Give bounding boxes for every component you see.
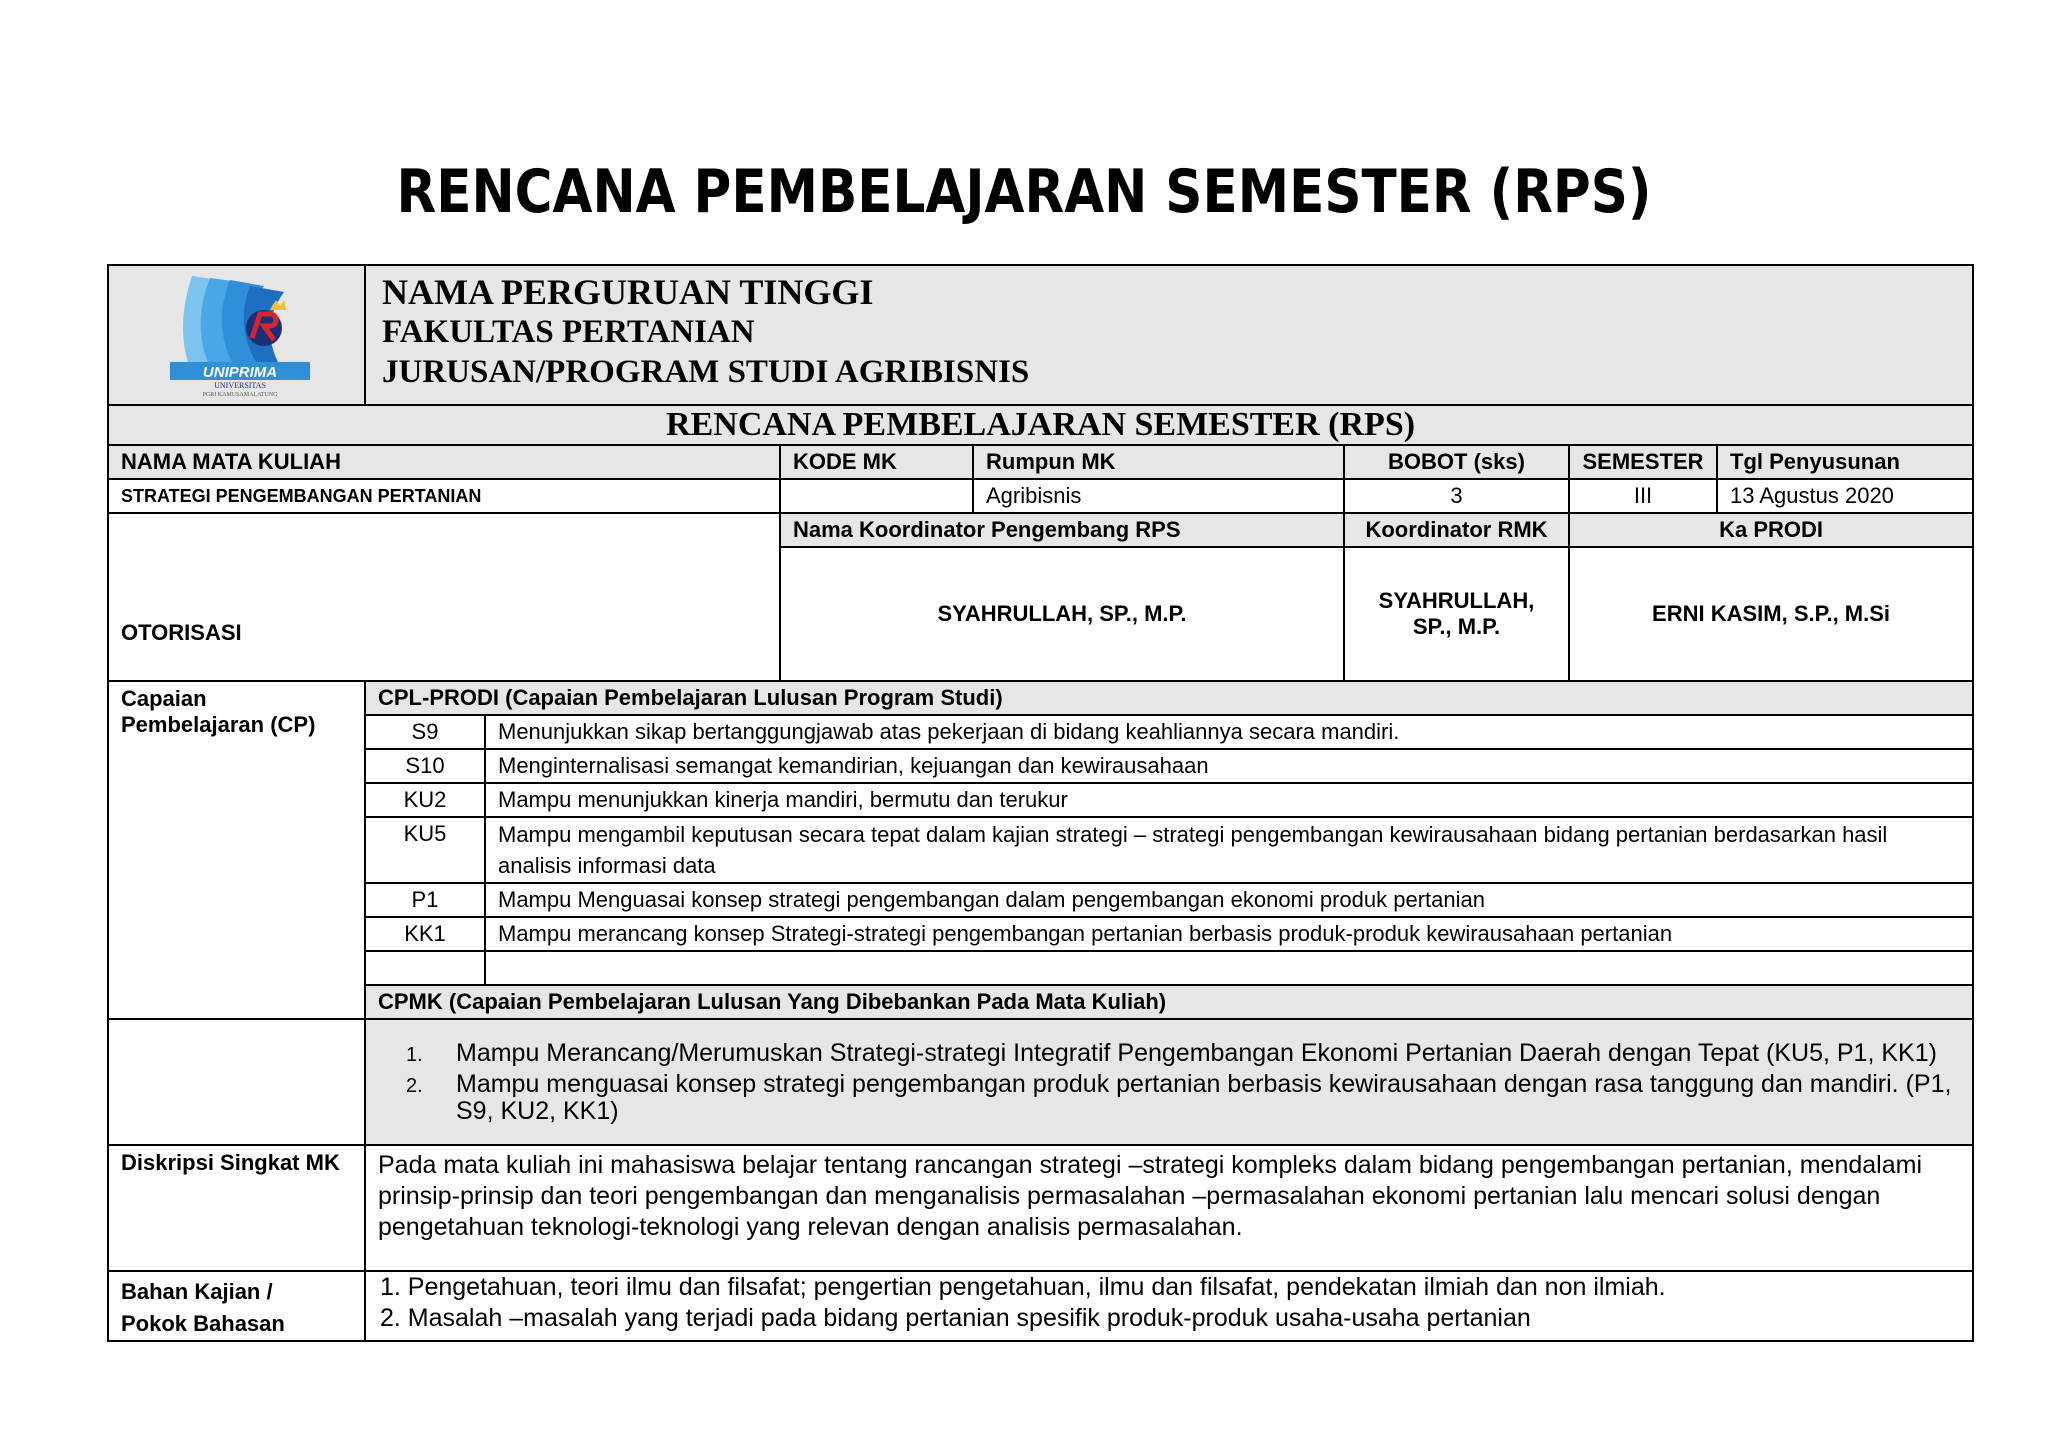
role-rmk-coordinator: Koordinator RMK [1344, 513, 1569, 547]
name-rps-coordinator: SYAHRULLAH, SP., M.P. [780, 547, 1344, 681]
rps-heading: RENCANA PEMBELAJARAN SEMESTER (RPS) [108, 405, 1973, 445]
cpmk-row [108, 1019, 1973, 1145]
cpmk-header-row [108, 985, 1973, 1019]
cpl-text: Menginternalisasi semangat kemandirian, kejuangan dan kewirausahaan [485, 749, 1973, 783]
cpl-row [108, 917, 1973, 951]
cpl-row [108, 783, 1973, 817]
course-header-row [108, 445, 1973, 479]
cpl-header: CPL-PRODI (Capaian Pembelajaran Lulusan Program Studi) [365, 681, 1973, 715]
faculty-name: FAKULTAS PERTANIAN [382, 314, 755, 350]
topic-item: 2. Masalah –masalah yang terjadi pada bidang pertanian spesifik produk-produk usaha-usaha pertanian [380, 1304, 1531, 1332]
cpmk-list [366, 1040, 1972, 1125]
course-values-row [108, 479, 1973, 513]
cp-label-line-1: Capaian [121, 686, 207, 711]
authorization-label: OTORISASI [108, 513, 780, 681]
cpl-text: Mampu merancang konsep Strategi-strategi pengembangan pertanian berbasis produk-produk kewirausahaan pertanian [485, 917, 1973, 951]
program-name: JURUSAN/PROGRAM STUDI AGRIBISNIS [382, 354, 1030, 390]
name-head-of-program: ERNI KASIM, S.P., M.Si [1569, 547, 1973, 681]
topics-cell [365, 1271, 1973, 1341]
logo-subtitle-2: PGRI KAMUSAMALATUNG [202, 392, 277, 398]
cpl-code: KU2 [365, 783, 485, 817]
cpl-row [108, 817, 1973, 883]
course-code-header: KODE MK [780, 445, 973, 479]
cpl-code: KK1 [365, 917, 485, 951]
logo-cell [108, 265, 365, 405]
name-rmk-coordinator: SYAHRULLAH, SP., M.P. [1344, 547, 1569, 681]
cpl-row [108, 749, 1973, 783]
course-cluster-header: Rumpun MK [973, 445, 1344, 479]
institution-cell [365, 265, 1973, 405]
cpl-text: Mampu Menguasai konsep strategi pengembangan dalam pengembangan ekonomi produk pertanian [485, 883, 1973, 917]
institution-name: NAMA PERGURUAN TINGGI [382, 272, 874, 312]
cpmk-header: CPMK (Capaian Pembelajaran Lulusan Yang Dibebankan Pada Mata Kuliah) [365, 985, 1973, 1019]
cpl-empty-row [108, 951, 1973, 985]
course-credits-header: BOBOT (sks) [1344, 445, 1569, 479]
institution-row [108, 265, 1973, 405]
cpmk-item-text: Mampu Merancang/Merumuskan Strategi-strategi Integratif Pengembangan Ekonomi Pertanian Daerah dengan Tepat (KU5, P1, KK1) [456, 1038, 1937, 1067]
course-code-value [780, 479, 973, 513]
description-text: Pada mata kuliah ini mahasiswa belajar tentang rancangan strategi –strategi kompleks dalam bidang pengembangan pertanian, mendalami prinsip-prinsip dan teori pengembangan dan menganalisis permasalahan –permasalahan ekonomi pertanian lalu mencari solusi dengan pengetahuan teknologi-teknologi yang relevan dengan analisis permasalahan. [365, 1145, 1973, 1271]
cpmk-item [406, 1038, 1972, 1067]
course-semester-value: III [1569, 479, 1717, 513]
course-credits-value: 3 [1344, 479, 1569, 513]
course-name-header: NAMA MATA KULIAH [108, 445, 780, 479]
cpl-text: Mampu mengambil keputusan secara tepat dalam kajian strategi – strategi pengembangan kewirausahaan bidang pertanian berdasarkan hasil analisis informasi data [485, 817, 1973, 883]
role-rps-coordinator: Nama Koordinator Pengembang RPS [780, 513, 1344, 547]
topic-item: 1. Pengetahuan, teori ilmu dan filsafat; pengertian pengetahuan, ilmu dan filsafat, pendekatan ilmiah dan non ilmiah. [380, 1273, 1666, 1301]
cpl-empty-text [485, 951, 1973, 985]
cpl-code: P1 [365, 883, 485, 917]
cp-label-line-2: Pembelajaran (CP) [121, 712, 316, 737]
cpmk-label-empty [108, 1019, 365, 1145]
cpmk-item [406, 1069, 1972, 1125]
cpl-empty-code [365, 951, 485, 985]
rps-table [107, 264, 1974, 1342]
course-cluster-value: Agribisnis [973, 479, 1344, 513]
topics-label [108, 1271, 365, 1341]
cp-label [108, 681, 365, 1019]
role-head-of-program: Ka PRODI [1569, 513, 1973, 547]
topics-label-line-1: Bahan Kajian / [121, 1279, 273, 1304]
cpl-text: Mampu menunjukkan kinerja mandiri, bermutu dan terukur [485, 783, 1973, 817]
cpmk-item-text: Mampu menguasai konsep strategi pengembangan produk pertanian berbasis kewirausahaan dengan rasa tanggung dan mandiri. (P1, S9, KU2, KK1) [456, 1069, 1952, 1125]
cpl-code: KU5 [365, 817, 485, 883]
cpl-header-row [108, 681, 1973, 715]
course-semester-header: SEMESTER [1569, 445, 1717, 479]
course-name-value: STRATEGI PENGEMBANGAN PERTANIAN [108, 479, 780, 513]
university-logo [152, 266, 322, 398]
logo-subtitle: UNIVERSITAS [213, 381, 266, 390]
description-label: Diskripsi Singkat MK [108, 1145, 365, 1271]
cpl-code: S9 [365, 715, 485, 749]
page-title: RENCANA PEMBELAJARAN SEMESTER (RPS) [396, 157, 1652, 227]
cpl-code: S10 [365, 749, 485, 783]
cpl-text: Menunjukkan sikap bertanggungjawab atas pekerjaan di bidang keahliannya secara mandiri. [485, 715, 1973, 749]
topics-row [108, 1271, 1973, 1341]
course-date-value: 13 Agustus 2020 [1717, 479, 1973, 513]
description-row [108, 1145, 1973, 1271]
cpmk-item-number: 2. [406, 1074, 423, 1097]
cpmk-item-number: 1. [406, 1043, 423, 1066]
logo-name: UNIPRIMA [202, 364, 277, 381]
authorization-roles-row [108, 513, 1973, 547]
topics-label-line-2: Pokok Bahasan [121, 1311, 285, 1336]
cpl-row [108, 883, 1973, 917]
course-date-header: Tgl Penyusunan [1717, 445, 1973, 479]
topics-list [378, 1272, 1960, 1334]
cpmk-cell [365, 1019, 1973, 1145]
cpl-row [108, 715, 1973, 749]
